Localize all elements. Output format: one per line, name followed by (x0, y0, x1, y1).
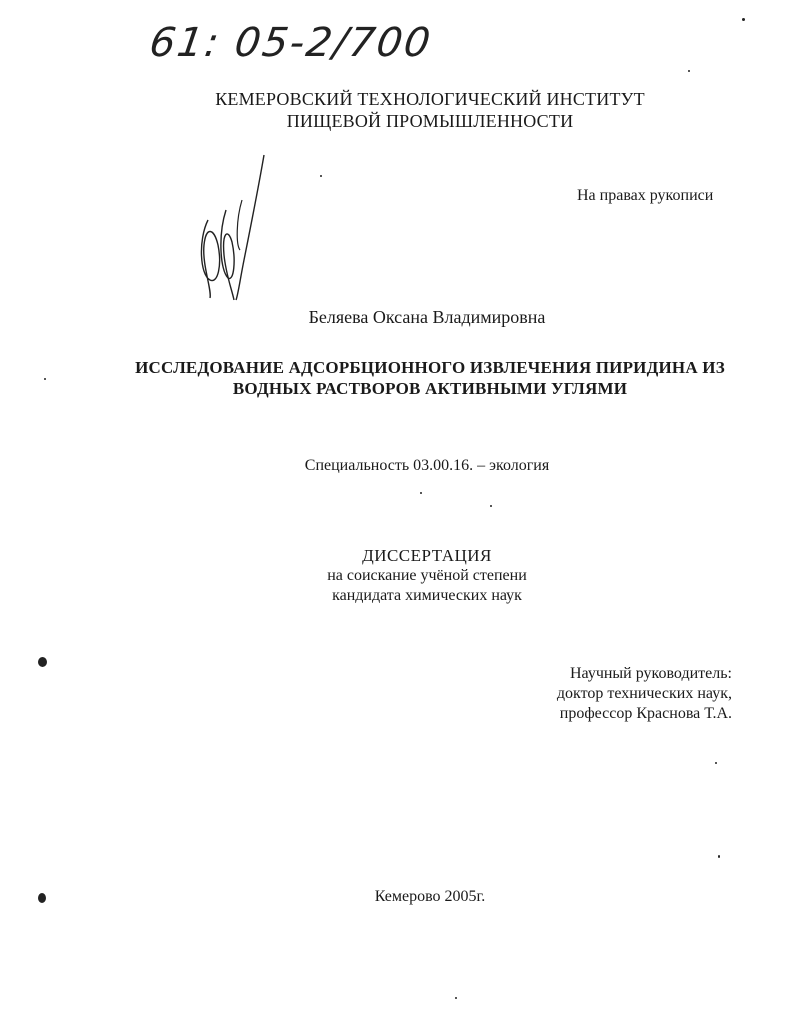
institute-line-2: ПИЩЕВОЙ ПРОМЫШЛЕННОСТИ (286, 111, 574, 131)
scan-speck (490, 505, 492, 507)
scan-speck (44, 378, 46, 380)
specialty: Специальность 03.00.16. – экология (304, 457, 550, 474)
supervisor-label: Научный руководитель: (569, 665, 732, 682)
title-line-1: ИССЛЕДОВАНИЕ АДСОРБЦИОННОГО ИЗВЛЕЧЕНИЯ ПИРИДИНА ИЗ (135, 358, 725, 377)
supervisor-degree: доктор технических наук, (556, 685, 732, 702)
supervisor-name: профессор Краснова Т.А. (559, 705, 732, 722)
dissertation-title (120, 357, 740, 399)
signature-icon (188, 150, 278, 310)
supervisor-block (520, 664, 732, 724)
author-name: Беляева Оксана Владимировна (308, 307, 546, 327)
title-line-2: ВОДНЫХ РАСТВОРОВ АКТИВНЫМИ УГЛЯМИ (232, 379, 628, 398)
scan-speck (38, 893, 46, 903)
scan-speck (320, 175, 322, 177)
rights-note: На правах рукописи (577, 187, 714, 204)
institute-name (0, 88, 794, 132)
handwritten-catalog-number: 61: 05-2/700 (146, 20, 435, 66)
scan-speck (742, 18, 745, 21)
scan-speck (38, 657, 47, 667)
scan-speck (718, 855, 720, 858)
dissertation-block (0, 546, 794, 606)
dissertation-line-2: кандидата химических наук (332, 587, 522, 604)
scan-speck (455, 997, 457, 999)
city-year: Кемерово 2005г. (374, 888, 486, 905)
scan-speck (715, 762, 717, 764)
scan-speck (688, 70, 690, 72)
dissertation-line-1: на соискание учёной степени (327, 567, 527, 584)
institute-line-1: КЕМЕРОВСКИЙ ТЕХНОЛОГИЧЕСКИЙ ИНСТИТУТ (215, 89, 645, 109)
dissertation-heading: ДИССЕРТАЦИЯ (362, 546, 492, 565)
scan-speck (420, 492, 422, 494)
